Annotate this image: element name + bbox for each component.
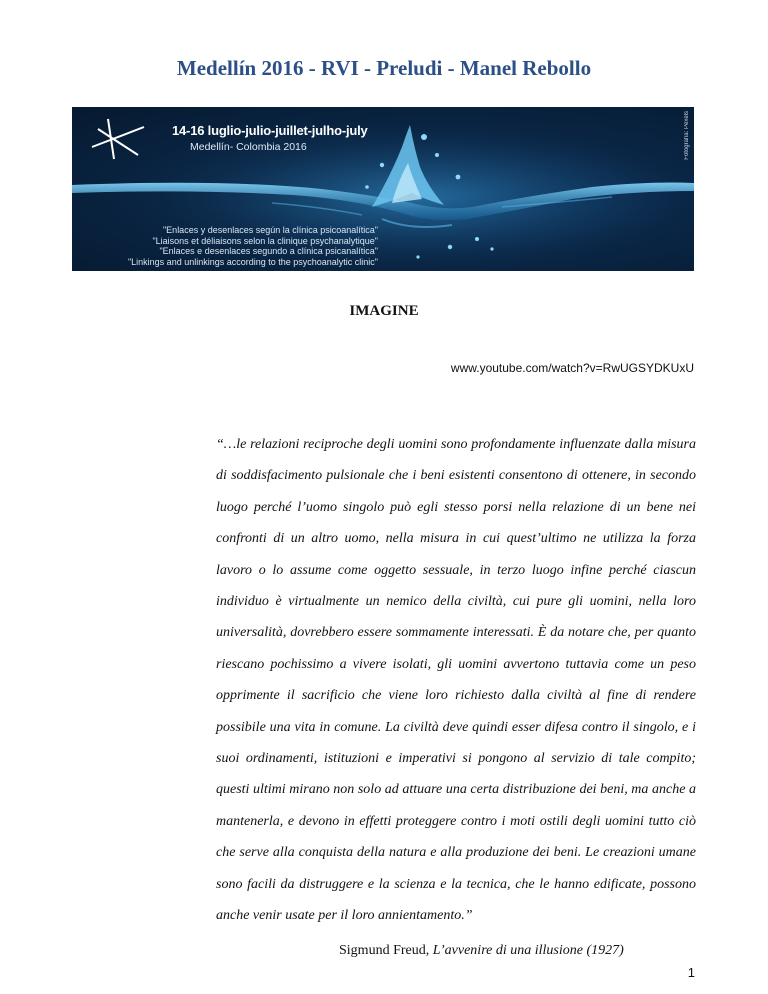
quote-work: L’avvenire di una illusione (1927) — [432, 943, 624, 958]
page-number: 1 — [687, 965, 695, 980]
quote-author: Sigmund Freud, — [339, 943, 430, 958]
event-banner — [72, 107, 694, 271]
slogan-line: "Enlaces y desenlaces según la clínica psicoanalítica" — [162, 225, 378, 235]
banner-dates: 14-16 luglio-julio-juillet-julho-july — [172, 123, 368, 138]
section-heading: IMAGINE — [349, 303, 419, 319]
freud-quote: “…le relazioni reciproche degli uomini sono profondamente influenzate dalla misura di soddisfacimento pulsionale che i beni esistenti consentono di ottenere, in secondo luogo perché l’uomo singolo può egli stesso porsi nella relazione di un bene nei confronti di un altro uomo, nella misura in cui quest’ultimo ne utilizza la forza lavoro o lo assume come oggetto sessuale, in terzo luogo infine perché ciascun individuo è virtualmente un nemico della civiltà, cui pure gli uomini, nella loro universalità, dovrebbero essere sommamente interessati. È da notare che, per quanto riescano pochissimo a vivere isolati, gli uomini avvertono tuttavia come un peso opprimente il sacrificio che viene loro richiesto dalla civiltà al fine di rendere possibile una vita in comune. La civiltà deve quindi esser difesa contro il singolo, e i suoi ordinamenti, istituzioni e imperativi si pongono al servizio di tale compito; questi ultimi mirano non solo ad attuare una certa distribuzione dei beni, ma anche a mantenerla, e devono in effetti proteggere contro i moti ostili degli uomini tutto ciò che serve alla conquista della natura e alla produzione dei beni. Le creazioni umane sono facili da distruggere e la scienza e la tecnica, che le hanno edificate, possono anche venir usate per il loro annientamento.” — [216, 437, 696, 924]
banner-slogans — [128, 225, 378, 267]
slogan-line: "Liaisons et déliaisons selon la clinique psychanalytique" — [152, 235, 378, 246]
youtube-link[interactable]: www.youtube.com/watch?v=RwUGSYDKUxU — [450, 361, 694, 375]
quote-attribution — [339, 943, 624, 959]
page-title: Medellín 2016 - RVI - Preludi - Manel Rebollo — [176, 56, 592, 80]
slogan-line: "Enlaces e desenlaces segundo a clínica psicanalítica" — [159, 246, 378, 256]
slogan-line: "Linkings and unlinkings according to the psychoanalytic clinic" — [127, 256, 378, 267]
banner-location: Medellín- Colombia 2016 — [190, 141, 307, 153]
photo-credit: Fotografía: Pexels — [684, 111, 690, 160]
